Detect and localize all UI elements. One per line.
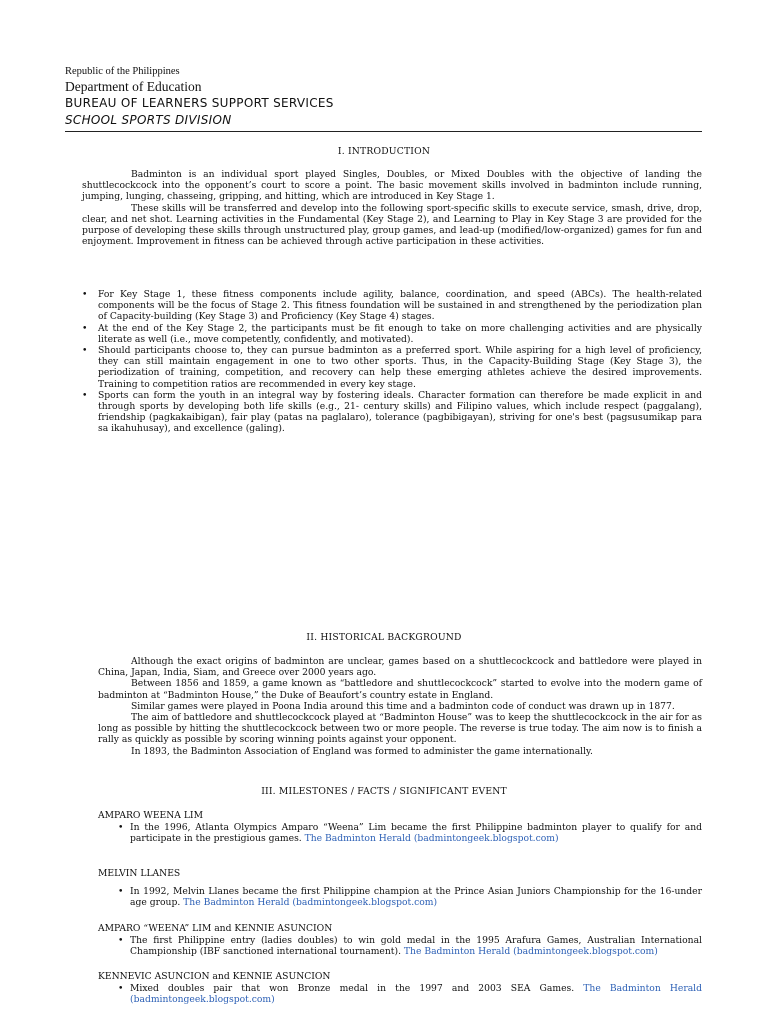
history-paragraph: The aim of battledore and shuttlecockcock played at “Badminton House” was to keep the shuttlecockcock in the air for as long as possible by hitting the shuttlecockcock between two or more people. The reverse is true today. The aim now is to finish a rally as quickly as possible by scoring winning points against your opponent. bbox=[98, 712, 702, 746]
milestone-list bbox=[118, 935, 702, 957]
source-link[interactable]: The Badminton Herald (badmintongeek.blogspot.com) bbox=[304, 833, 559, 845]
milestone-name: MELVIN LLANES bbox=[98, 868, 181, 879]
history-paragraph: Although the exact origins of badminton are unclear, games based on a shuttlecockcock and battledore were played in China, Japan, India, Siam, and Greece over 2000 years ago. bbox=[98, 656, 702, 679]
milestone-name: KENNEVIC ASUNCION and KENNIE ASUNCION bbox=[98, 971, 331, 982]
history-heading: II. HISTORICAL BACKGROUND bbox=[306, 632, 462, 643]
history-paragraph: Similar games were played in Poona India around this time and a badminton code of conduct was drawn up in 1877. bbox=[131, 700, 675, 712]
milestone-list bbox=[118, 983, 702, 1005]
milestone-name: AMPARO “WEENA” LIM and KENNIE ASUNCION bbox=[98, 923, 333, 934]
intro-bullet-list bbox=[82, 289, 702, 435]
milestone-text: The first Philippine entry (ladies doubles) to win gold medal in the 1995 Arafura Games, Australian International Championship (IBF sanctioned international tournament). bbox=[130, 935, 702, 958]
milestone-text: Mixed doubles pair that won Bronze medal in the 1997 and 2003 SEA Games. bbox=[130, 983, 584, 994]
milestone-name: AMPARO WEENA LIM bbox=[98, 810, 203, 821]
intro-bullet: • At the end of the Key Stage 2, the participants must be fit enough to take on more challenging activities and are physically literate as well (i.e., move competently, confidently, and motivated). bbox=[82, 323, 702, 345]
milestone-item bbox=[118, 983, 702, 1005]
milestone-text: In the 1996, Atlanta Olympics Amparo “Weena” Lim became the first Philippine badminton player to qualify for and participate in the prestigious games. bbox=[130, 822, 702, 845]
intro-paragraph-1: Badminton is an individual sport played Singles, Doubles, or Mixed Doubles with the objective of landing the shuttlecockcock into the opponent’s court to score a point. The basic movement skills involved in badminton include running, jumping, lunging, chasseing, gripping, and hitting, which are introduced in Key Stage 1. bbox=[82, 169, 702, 203]
source-link[interactable]: The Badminton Herald (badmintongeek.blogspot.com) bbox=[183, 897, 438, 909]
milestone-item bbox=[118, 886, 702, 908]
milestones-heading: III. MILESTONES / FACTS / SIGNIFICANT EVENT bbox=[261, 786, 507, 797]
history-paragraph: Between 1856 and 1859, a game known as “battledore and shuttlecockcock” started to evolve into the modern game of badminton at “Badminton House,” the Duke of Beaufort’s country estate in England. bbox=[98, 678, 702, 701]
intro-bullet: • For Key Stage 1, these fitness components include agility, balance, coordination, and speed (ABCs). The health-related components will be the focus of Stage 2. This fitness foundation will be sustained in and strengthened by the periodization plan of Capacity-building (Key Stage 3) and Proficiency (Key Stage 4) stages. bbox=[82, 289, 702, 323]
republic-line: Republic of the Philippines bbox=[65, 66, 180, 77]
letterhead bbox=[65, 66, 705, 129]
source-link[interactable]: The Badminton Herald (badmintongeek.blogspot.com) bbox=[403, 946, 658, 958]
milestone-text: In 1992, Melvin Llanes became the first Philippine champion at the Prince Asian Juniors Championship for the 16-under age group. bbox=[130, 886, 702, 909]
intro-heading: I. INTRODUCTION bbox=[337, 146, 431, 157]
milestone-item bbox=[118, 822, 702, 844]
intro-paragraph-2: These skills will be transferred and develop into the following sport-specific skills to execute service, smash, drive, drop, clear, and net shot. Learning activities in the Fundamental (Key Stage 2), and Learning to Play in Key Stage 3 are provided for the purpose of developing these skills through unstructured play, group games, and lead-up (modified/low-organized) games for fun and enjoyment. Improvement in fitness can be achieved through active participation in these activities. bbox=[82, 202, 702, 248]
milestone-item bbox=[118, 935, 702, 957]
intro-bullet: • Sports can form the youth in an integral way by fostering ideals. Character formation can therefore be made explicit in and through sports by developing both life skills (e.g., 21- century skills) and Filipino values, which include respect (paggalang), friendship (pagkakaibigan), fair play (patas na paglalaro), tolerance (pagbibigayan), striving for one's best (pagsusumikap para sa ikahuhusay), and excellence (galing). bbox=[82, 390, 702, 435]
source-link[interactable]: The Badminton Herald (badmintongeek.blogspot.com) bbox=[130, 983, 703, 1006]
intro-text bbox=[82, 169, 702, 247]
milestone-list bbox=[118, 886, 702, 908]
header-divider bbox=[65, 131, 702, 132]
milestone-list bbox=[118, 822, 702, 844]
division-line: SCHOOL SPORTS DIVISION bbox=[65, 113, 232, 127]
history-paragraph: In 1893, the Badminton Association of England was formed to administer the game internationally. bbox=[131, 745, 593, 757]
intro-bullet: • Should participants choose to, they can pursue badminton as a preferred sport. While aspiring for a high level of proficiency, they can still maintain engagement in one to two other sports. Thus, in the Capacity-Building Stage (Key Stage 3), the periodization of training, competition, and recovery can help these emerging athletes achieve the desired improvements. Training to competition ratios are recommended in every key stage. bbox=[82, 345, 702, 390]
bureau-line: BUREAU OF LEARNERS SUPPORT SERVICES bbox=[65, 96, 334, 110]
department-line: Department of Education bbox=[65, 79, 202, 94]
history-text bbox=[98, 656, 702, 757]
